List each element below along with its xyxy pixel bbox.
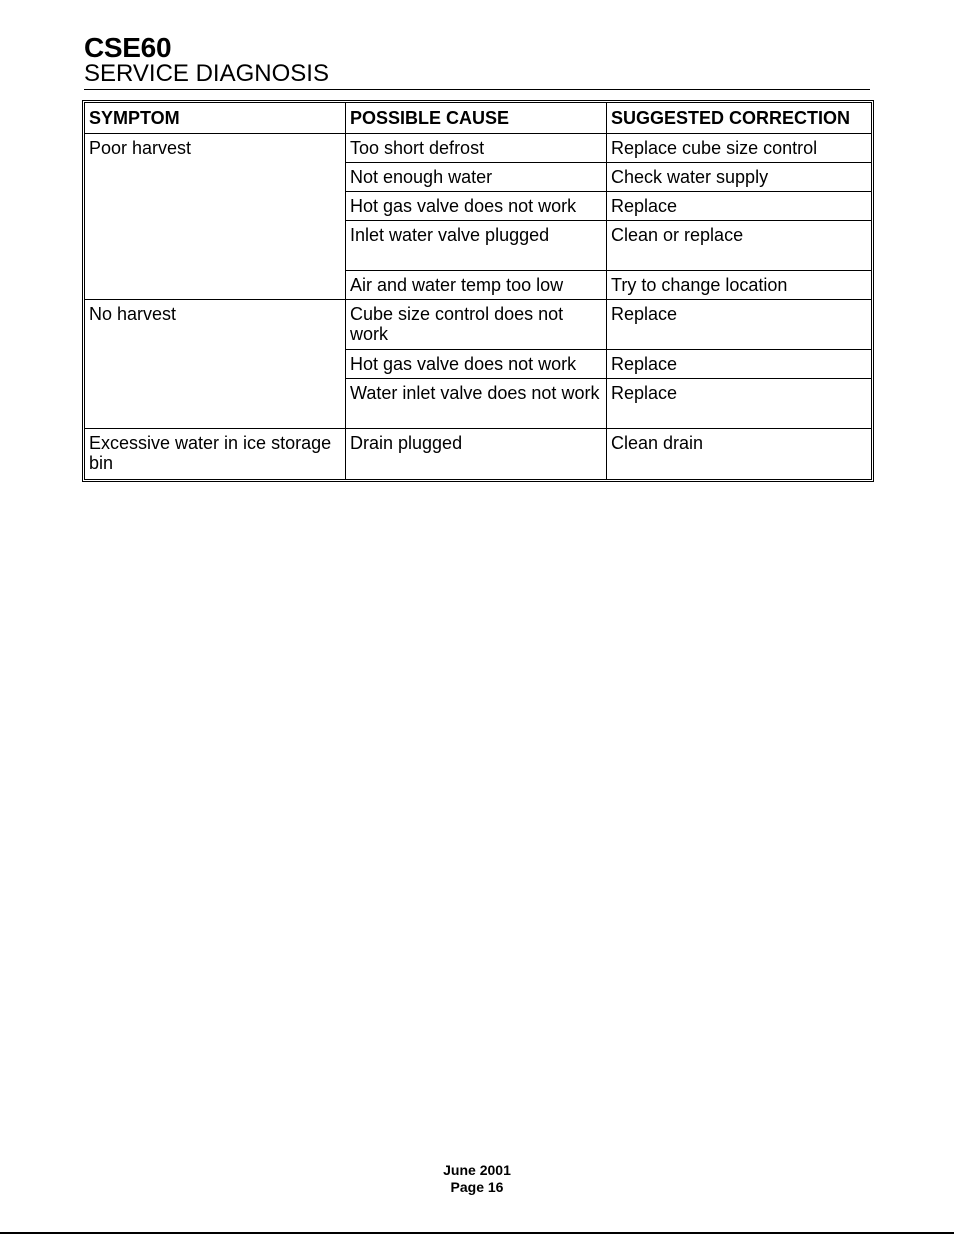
column-header-symptom: SYMPTOM [85, 103, 346, 134]
header-divider [84, 89, 870, 90]
table-header-row [85, 103, 871, 134]
document-header [84, 33, 870, 86]
column-header-possible-cause: POSSIBLE CAUSE [346, 103, 607, 134]
correction-cell: Replace [607, 379, 871, 429]
correction-cell: Replace [607, 350, 871, 379]
symptom-cell: No harvest [85, 300, 346, 429]
cause-cell: Hot gas valve does not work [346, 350, 607, 379]
correction-cell: Check water supply [607, 163, 871, 192]
footer-page-number: Page 16 [450, 1179, 504, 1195]
service-diagnosis-table [84, 102, 872, 480]
correction-cell: Replace cube size control [607, 134, 871, 163]
column-header-suggested-correction: SUGGESTED CORRECTION [607, 103, 871, 134]
correction-cell: Try to change location [607, 271, 871, 300]
page-footer [0, 1162, 954, 1196]
table-row [85, 134, 871, 163]
correction-cell: Replace [607, 300, 871, 350]
cause-cell: Drain plugged [346, 429, 607, 479]
cause-cell: Inlet water valve plugged [346, 221, 607, 271]
symptom-cell: Poor harvest [85, 134, 346, 300]
symptom-cell: Excessive water in ice storage bin [85, 429, 346, 479]
correction-cell: Clean drain [611, 433, 704, 453]
cause-cell: Water inlet valve does not work [346, 379, 607, 429]
bottom-divider [0, 1232, 954, 1234]
diagnosis-table-container [84, 102, 870, 480]
section-title: SERVICE DIAGNOSIS [84, 60, 329, 87]
correction-cell: Replace [607, 192, 871, 221]
cause-cell: Hot gas valve does not work [346, 192, 607, 221]
model-title: CSE60 [84, 32, 172, 63]
correction-cell: Clean or replace [607, 221, 871, 271]
cause-cell: Not enough water [346, 163, 607, 192]
cause-cell: Too short defrost [346, 134, 607, 163]
cause-cell: Cube size control does not work [346, 300, 607, 350]
footer-date: June 2001 [443, 1162, 511, 1178]
table-row [85, 300, 871, 350]
table-row [85, 429, 871, 479]
cause-cell: Air and water temp too low [346, 271, 607, 300]
